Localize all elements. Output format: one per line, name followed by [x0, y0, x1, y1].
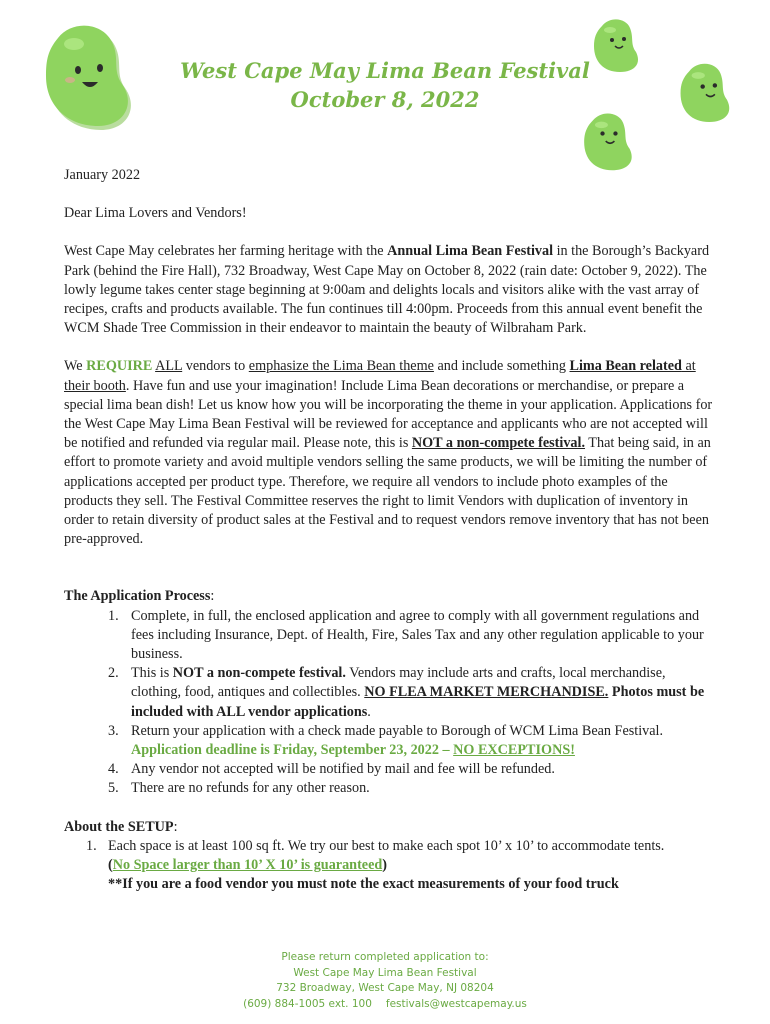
festival-date: October 8, 2022 [290, 87, 480, 112]
list-text: . [367, 703, 371, 720]
req-text: vendors to [182, 358, 249, 375]
photos-required-bold: Photos must be included with ALL vendor applications [131, 684, 705, 720]
not-compete-emphasis: NOT a non-compete festival. [411, 435, 586, 452]
heading-colon: : [173, 818, 178, 835]
intro-paragraph [64, 242, 714, 338]
list-item [64, 607, 714, 665]
heading-text: The Application Process [64, 588, 211, 605]
req-text: We [64, 358, 87, 375]
setup-heading [64, 818, 714, 837]
list-text: This is [131, 665, 173, 682]
list-number: 5. [108, 780, 119, 797]
application-steps-list [64, 607, 714, 799]
list-text: Return your application with a check made payable to Borough of WCM Lima Bean Festival. [131, 722, 664, 739]
list-text: Each space is at least 100 sq ft. We try our best to make each spot 10’ x 10’ to accommodate tents. [108, 837, 665, 854]
list-number: 4. [108, 761, 119, 778]
intro-text: West Cape May celebrates her farming heritage with the [64, 243, 388, 260]
paren: ( [108, 857, 113, 874]
requirements-paragraph [64, 357, 714, 549]
no-space-guarantee: No Space larger than 10’ X 10’ is guaranteed [112, 857, 383, 874]
list-item [64, 722, 714, 760]
letter-date: January 2022 [64, 167, 141, 183]
festival-name: West Cape May Lima Bean Festival [180, 58, 590, 83]
list-text: Any vendor not accepted will be notified by mail and fee will be refunded. [131, 761, 555, 778]
footer-email[interactable]: festivals@westcapemay.us [385, 997, 527, 1010]
lima-related-emphasis: Lima Bean related [569, 358, 682, 375]
list-text: There are no refunds for any other reason. [131, 780, 370, 797]
intro-text-rest: in the Borough’s Backyard Park (behind the Fire Hall), 732 Broadway, West Cape May on October 8, 2022 (rain date: October 9, 2022). The lowly legume takes center stage beginning at 9:00am and delights locals and visitors alike with the vast array of recipes, crafts and products available. The fun continues till 4:00pm. Proceeds from this annual event benefit the WCM Shade Tree Commission in their endeavor to maintain the beauty of Wilbraham Park. [64, 243, 710, 337]
not-compete-bold: NOT a non-compete festival. [172, 665, 346, 682]
footer-return-address [0, 950, 770, 1012]
festival-name-bold: Annual Lima Bean Festival [387, 243, 554, 260]
theme-emphasis: emphasize the Lima Bean theme [248, 358, 434, 375]
footer-address: 732 Broadway, West Cape May, NJ 08204 [276, 982, 494, 994]
require-emphasis: REQUIRE [86, 358, 153, 375]
req-text-rest: That being said, in an effort to promote variety and avoid multiple vendors selling the same products, we will be limiting the number of applications accepted per product type. Therefore, we require all vendors to include photo examples of the products they sell. The Festival Committee reserves the right to limit Vendors with duplication of inventory in order to retain diversity of product sales at the Festival and to request vendors remove inventory that has not been pre-approved. [64, 435, 711, 548]
list-item [64, 837, 714, 895]
application-process-heading [64, 587, 714, 606]
footer-line: Please return completed application to: [281, 951, 489, 963]
footer-line: West Cape May Lima Bean Festival [293, 966, 477, 979]
req-text: . Have fun and use your imagination! Include Lima Bean decorations or merchandise, or prepare a special lima bean dish! Let us know how you will be incorporating the theme in your application. Applications for the West Cape May Lima Bean Festival will be reviewed for acceptance and applicants who are not accepted will be notified and refunded via regular mail. Please note, this is [64, 377, 713, 452]
booth-emphasis: at their booth [64, 358, 696, 394]
setup-list [64, 837, 714, 895]
list-number: 1. [86, 837, 97, 854]
list-number: 3. [108, 722, 119, 739]
list-number: 2. [108, 665, 119, 682]
footer-contact [0, 997, 770, 1013]
lima-bean-mascot-right [678, 60, 734, 122]
list-text: Complete, in full, the enclosed application and agree to comply with all government regulations and fees including Insurance, Dept. of Health, Fire, Sales Tax and any other regulation applicable to your business. [131, 607, 704, 663]
all-emphasis: ALL [155, 358, 183, 375]
no-exceptions-emphasis: NO EXCEPTIONS! [453, 742, 575, 759]
list-item [64, 779, 714, 798]
list-number: 1. [108, 607, 119, 624]
festival-title [120, 56, 650, 114]
footer-phone: (609) 884-1005 ext. 100 [243, 997, 372, 1010]
letter-salutation: Dear Lima Lovers and Vendors! [64, 205, 247, 222]
heading-colon: : [210, 588, 215, 605]
list-item [64, 760, 714, 779]
food-vendor-note: **If you are a food vendor you must note the exact measurements of your food truck [108, 876, 619, 893]
deadline-text: Application deadline is Friday, September 23, 2022 – [131, 742, 454, 759]
list-text: Vendors may include arts and crafts, local merchandise, clothing, food, antiques and collectibles. [131, 665, 666, 701]
no-flea-market-emphasis: NO FLEA MARKET MERCHANDISE. [364, 684, 609, 701]
lima-bean-mascot-middle [582, 108, 636, 172]
heading-text: About the SETUP [64, 818, 174, 835]
letter-body [64, 166, 714, 895]
req-text: and include something [433, 358, 570, 375]
paren: ) [382, 857, 388, 874]
list-item [64, 664, 714, 722]
